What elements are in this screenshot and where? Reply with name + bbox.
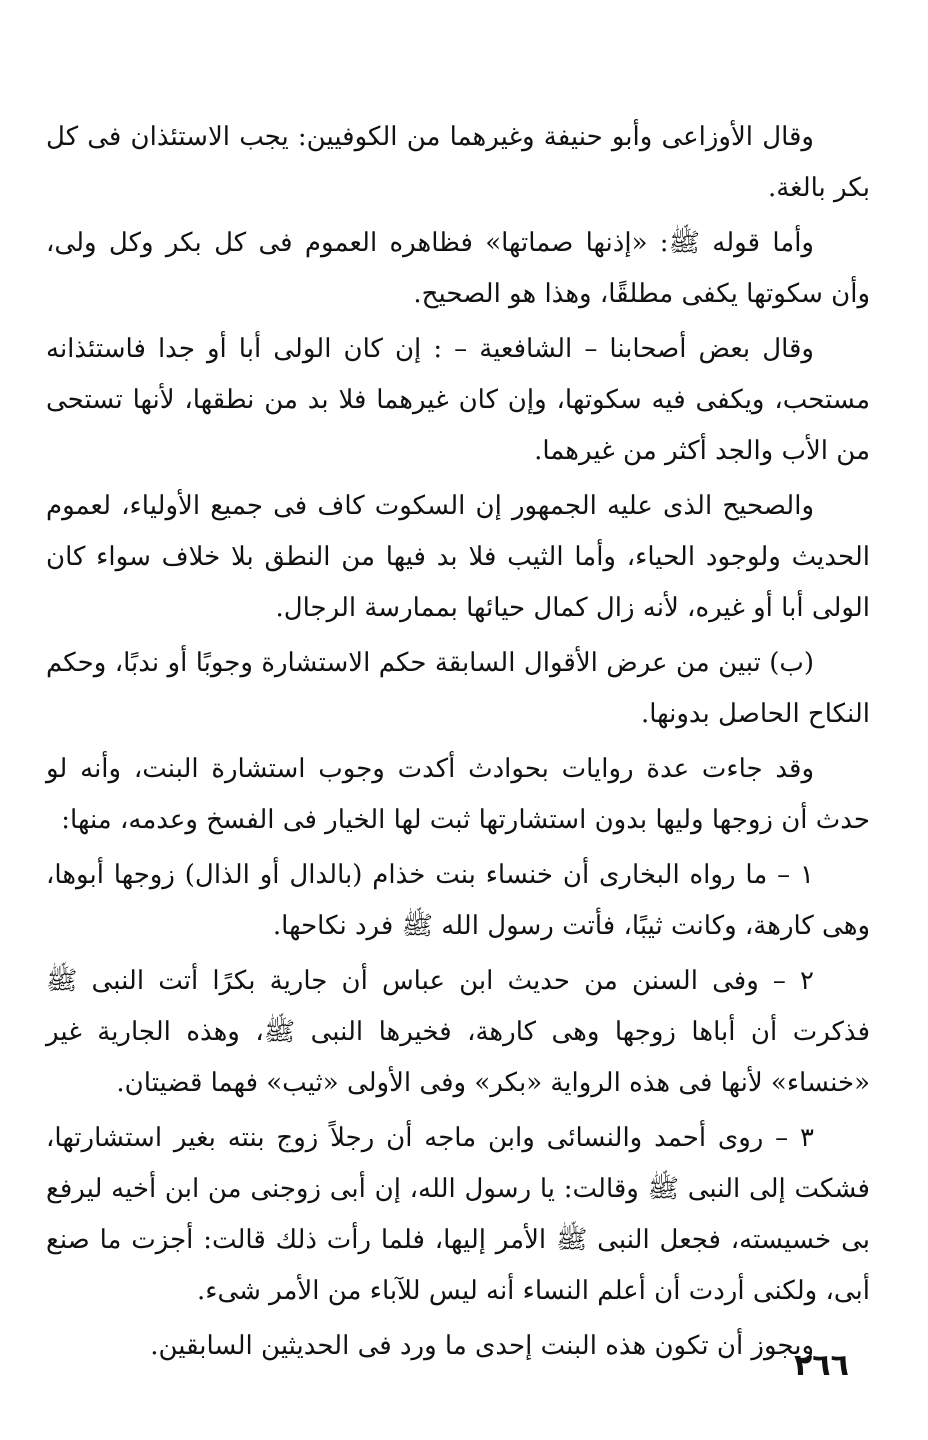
paragraph-7: ١ – ما رواه البخارى أن خنساء بنت خذام (بالدال أو الذال) زوجها أبوها، وهى كارهة، وكانت ثيبًا، فأتت رسول الله ﷺ فرد نكاحها. — [46, 860, 870, 941]
paragraph-2: وأما قوله ﷺ: «إذنها صماتها» فظاهره العموم فى كل بكر وكل ولى، وأن سكوتها يكفى مطلقًا، وهذا هو الصحيح. — [46, 228, 870, 309]
paragraph-3: وقال بعض أصحابنا – الشافعية – : إن كان الولى أبا أو جدا فاستئذانه مستحب، ويكفى فيه سكوتها، وإن كان غيرهما فلا بد من نطقها، لأنها تستحى من الأب والجد أكثر من غيرهما. — [46, 334, 870, 466]
body-text — [46, 112, 870, 1372]
paragraph-10: ويجوز أن تكون هذه البنت إحدى ما ورد فى الحديثين السابقين. — [150, 1331, 814, 1361]
paragraph-4: والصحيح الذى عليه الجمهور إن السكوت كاف فى جميع الأولياء، لعموم الحديث ولوجود الحياء، وأما الثيب فلا بد فيها من النطق بلا خلاف سواء كان الولى أبا أو غيره، لأنه زال كمال حيائها بممارسة الرجال. — [46, 491, 870, 623]
paragraph-6: وقد جاءت عدة روايات بحوادث أكدت وجوب استشارة البنت، وأنه لو حدث أن زوجها وليها بدون استشارتها ثبت لها الخيار فى الفسخ وعدمه، منها: — [46, 754, 870, 835]
paragraph-8: ٢ – وفى السنن من حديث ابن عباس أن جارية بكرًا أتت النبى ﷺ فذكرت أن أباها زوجها وهى كارهة، فخيرها النبى ﷺ، وهذه الجارية غير «خنساء» لأنها فى هذه الرواية «بكر» وفى الأولى «ثيب» فهما قضيتان. — [46, 966, 870, 1098]
paragraph-5: (ب) تبين من عرض الأقوال السابقة حكم الاستشارة وجوبًا أو ندبًا، وحكم النكاح الحاصل بدونها. — [46, 648, 870, 729]
paragraph-1: وقال الأوزاعى وأبو حنيفة وغيرهما من الكوفيين: يجب الاستئذان فى كل بكر بالغة. — [46, 122, 870, 203]
paragraph-9: ٣ – روى أحمد والنسائى وابن ماجه أن رجلاً زوج بنته بغير استشارتها، فشكت إلى النبى ﷺ وقالت: يا رسول الله، إن أبى زوجنى من ابن أخيه ليرفع بى خسيسته، فجعل النبى ﷺ الأمر إليها، فلما رأت ذلك قالت: أجزت ما صنع أبى، ولكنى أردت أن أعلم النساء أنه ليس للآباء من الأمر شىء. — [46, 1123, 870, 1306]
page-number: ٢٦٦ — [794, 1348, 849, 1383]
